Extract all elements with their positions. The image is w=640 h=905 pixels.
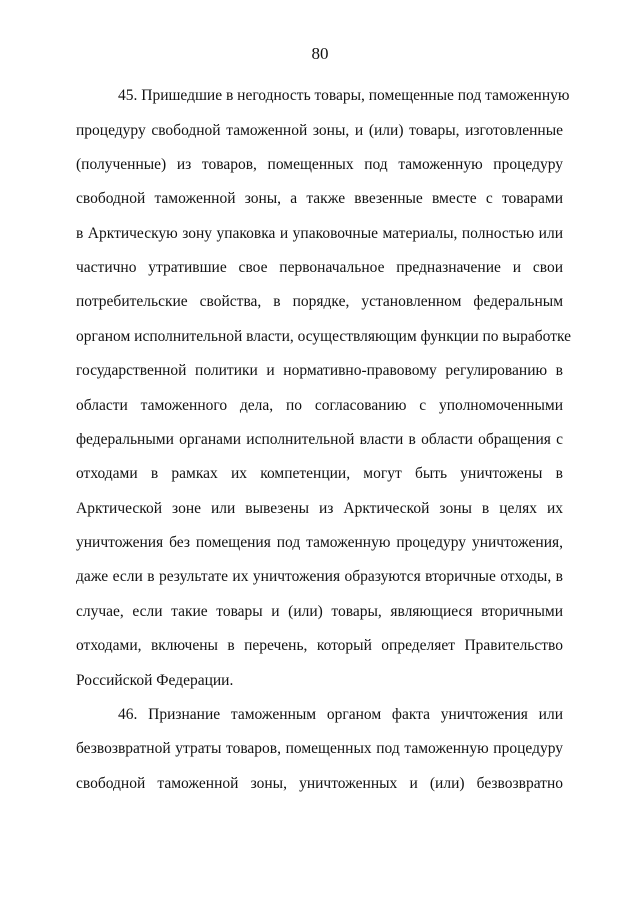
paragraph-45-line: частично утратившие свое первоначальное предназначение и свои — [76, 259, 563, 276]
paragraph-45-line: процедуру свободной таможенной зоны, и (или) товары, изготовленные — [76, 122, 563, 139]
paragraph-45-line: уничтожения без помещения под таможенную процедуру уничтожения, — [76, 534, 563, 551]
paragraph-45-line: в Арктическую зону упаковка и упаковочные материалы, полностью или — [76, 225, 563, 242]
paragraph-46-line: безвозвратной утраты товаров, помещенных под таможенную процедуру — [76, 740, 563, 757]
paragraph-46-line: свободной таможенной зоны, уничтоженных и (или) безвозвратно — [76, 775, 563, 792]
paragraph-45-line: даже если в результате их уничтожения образуются вторичные отходы, в — [76, 568, 563, 585]
paragraph-45-line: органом исполнительной власти, осуществляющим функции по выработке — [76, 328, 572, 345]
page-number: 80 — [311, 44, 329, 63]
paragraph-45-line: потребительские свойства, в порядке, установленном федеральным — [76, 293, 563, 310]
paragraph-45-line: свободной таможенной зоны, а также ввезенные вместе с товарами — [76, 190, 563, 207]
paragraph-45-line: отходами в рамках их компетенции, могут быть уничтожены в — [76, 465, 563, 482]
paragraph-45-line: случае, если такие товары и (или) товары, являющиеся вторичными — [76, 603, 563, 620]
paragraph-45-line: государственной политики и нормативно-правовому регулированию в — [76, 362, 563, 379]
paragraph-45-line: 45. Пришедшие в негодность товары, помещенные под таможенную — [118, 87, 570, 104]
paragraph-45-line: (полученные) из товаров, помещенных под таможенную процедуру — [76, 156, 563, 173]
paragraph-46-line: 46. Признание таможенным органом факта уничтожения или — [118, 706, 563, 723]
paragraph-45-line: федеральными органами исполнительной власти в области обращения с — [76, 431, 563, 448]
paragraph-45-line: Арктической зоне или вывезены из Арктической зоны в целях их — [76, 500, 563, 517]
paragraph-45-line: области таможенного дела, по согласованию с уполномоченными — [76, 397, 563, 414]
paragraph-45-line: отходами, включены в перечень, который определяет Правительство — [76, 637, 563, 654]
paragraph-45-line: Российской Федерации. — [76, 672, 234, 689]
